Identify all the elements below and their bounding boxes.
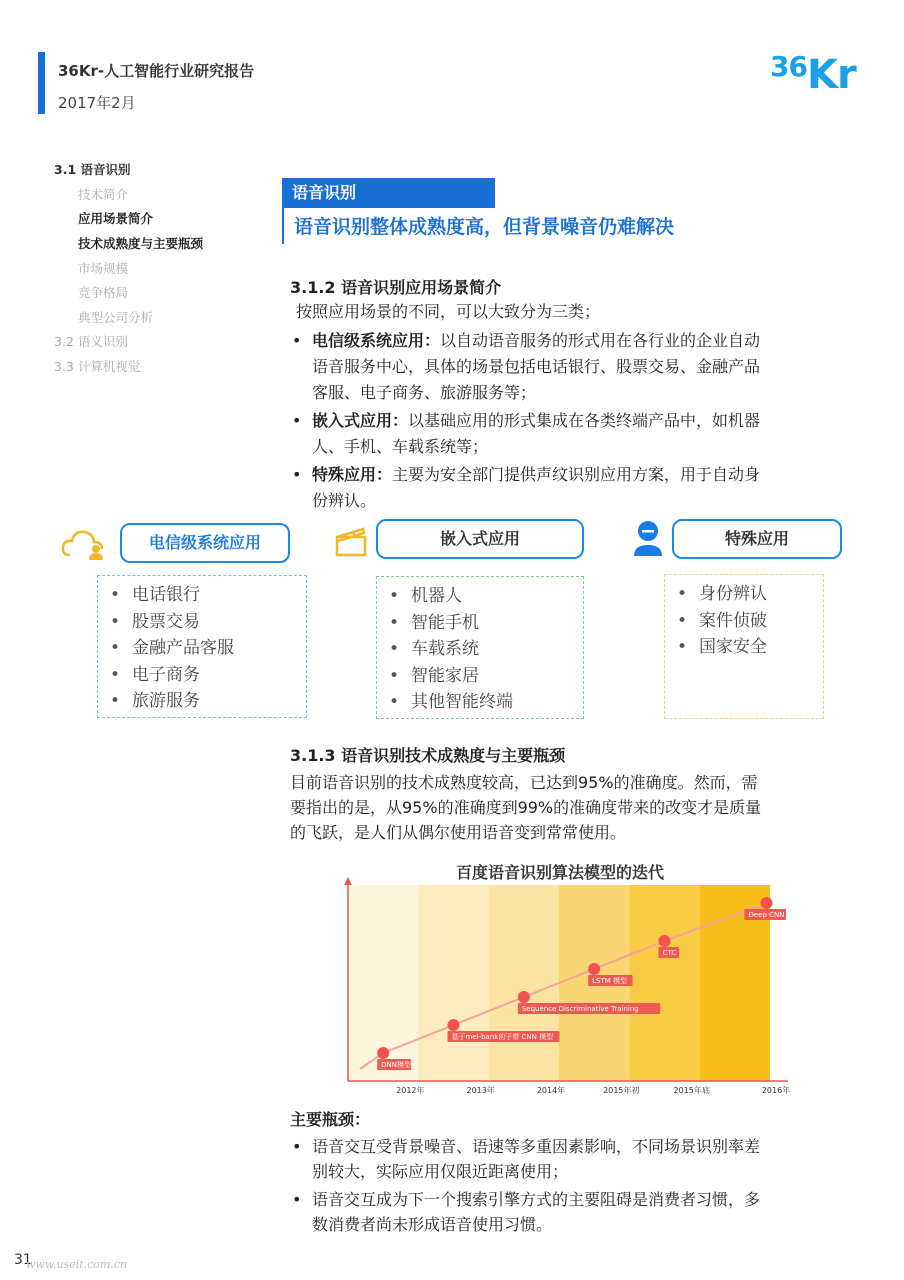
- list-item: • 案件侦破: [677, 608, 823, 635]
- point-label: CTC: [662, 949, 677, 957]
- list-item: • 电话银行: [110, 582, 306, 609]
- bullet-telecom-line2: 语音服务中心，具体的场景包括电话银行、股票交易、金融产品: [312, 357, 761, 376]
- data-point: [760, 897, 772, 909]
- list-item: • 机器人: [389, 583, 583, 610]
- report-title: 36Kr-人工智能行业研究报告: [58, 62, 255, 80]
- bottleneck-bullet-1-line2: 别较大，实际应用仅限近距离使用；: [312, 1162, 569, 1181]
- list-item: • 旅游服务: [110, 688, 306, 715]
- bullet-special: • 特殊应用：主要为安全部门提供声纹识别应用方案，用于自动身: [292, 465, 761, 484]
- x-tick-label: 2012年: [396, 1086, 425, 1095]
- bullet-special-line2: 份辨认。: [312, 491, 377, 510]
- maturity-line3: 的飞跃，是人们从偶尔使用语音变到常常使用。: [290, 823, 627, 842]
- bottleneck-bullet-2: • 语音交互成为下一个搜索引擎方式的主要阻碍是消费者习惯，多: [292, 1190, 761, 1209]
- toc-section-3-1[interactable]: 3.1 语音识别: [54, 162, 131, 177]
- category-telecom: 电信级系统应用: [120, 523, 290, 563]
- toc-item-maturity[interactable]: 技术成熟度与主要瓶颈: [78, 236, 204, 251]
- clapperboard-icon: [333, 523, 369, 559]
- list-item: • 国家安全: [677, 634, 823, 661]
- maturity-line1: 目前语音识别的技术成熟度较高，已达到95%的准确度。然而，需: [290, 773, 758, 792]
- toc-item-competition[interactable]: 竞争格局: [78, 285, 129, 300]
- toc-item-companies[interactable]: 典型公司分析: [78, 310, 154, 325]
- data-point: [518, 991, 530, 1003]
- x-tick-label: 2014年: [536, 1086, 566, 1095]
- x-tick-label: 2016年: [761, 1086, 790, 1095]
- data-point: [659, 935, 671, 947]
- category-special: 特殊应用: [672, 519, 842, 559]
- subsection-title-312: 3.1.2 语音识别应用场景简介: [290, 278, 502, 297]
- subsection-title-313: 3.1.3 语音识别技术成熟度与主要瓶颈: [290, 746, 566, 765]
- cloud-user-icon: [60, 525, 108, 561]
- scenario-intro: 按照应用场景的不同，可以大致分为三类；: [296, 302, 601, 321]
- data-point: [588, 963, 600, 975]
- bottleneck-title: 主要瓶颈：: [290, 1110, 371, 1129]
- bullet-embedded-line2: 人、手机、车载系统等；: [312, 437, 489, 456]
- period-band: [629, 885, 699, 1081]
- y-axis-arrow: [344, 877, 352, 885]
- list-item: • 股票交易: [110, 609, 306, 636]
- bottleneck-bullet-1: • 语音交互受背景噪音、语速等多重因素影响，不同场景识别率差: [292, 1137, 761, 1156]
- bullet-telecom-line3: 客服、电子商务、旅游服务等；: [312, 383, 537, 402]
- period-band: [489, 885, 559, 1081]
- list-item: • 智能家居: [389, 663, 583, 690]
- point-label: LSTM 模型: [592, 977, 628, 985]
- list-special: [664, 574, 824, 719]
- bullet-telecom: • 电信级系统应用：以自动语音服务的形式用在各行业的企业自动: [292, 331, 761, 350]
- toc-item-scenarios[interactable]: 应用场景简介: [78, 211, 154, 226]
- list-item: • 其他智能终端: [389, 689, 583, 716]
- list-item: • 车载系统: [389, 636, 583, 663]
- report-date: 2017年2月: [58, 94, 136, 112]
- list-item: • 金融产品客服: [110, 635, 306, 662]
- x-tick-label: 2013年: [466, 1086, 495, 1095]
- period-band: [418, 885, 488, 1081]
- 36kr-logo: $^{36}$Kr: [770, 50, 856, 98]
- data-point: [448, 1019, 460, 1031]
- point-label: 基于mel-bank的子带 CNN 模型: [451, 1033, 554, 1041]
- page-number: 31: [14, 1252, 32, 1268]
- watermark: www.useit.com.cn: [26, 1258, 128, 1271]
- section-accent-line: [282, 208, 284, 244]
- bottleneck-bullet-2-line2: 数消费者尚未形成语音使用习惯。: [312, 1215, 553, 1234]
- chart-title: 百度语音识别算法模型的迭代: [455, 863, 664, 882]
- x-tick-label: 2015年初: [603, 1086, 640, 1095]
- toc-item-market-size[interactable]: 市场规模: [78, 261, 129, 276]
- list-telecom: [97, 575, 307, 718]
- list-embedded: [376, 576, 584, 719]
- toc-section-3-2[interactable]: 3.2 语义识别: [54, 334, 128, 349]
- maturity-line2: 要指出的是，从95%的准确度到99%的准确度带来的改变才是质量: [290, 798, 762, 817]
- category-embedded: 嵌入式应用: [376, 519, 584, 559]
- toc-item-tech-intro[interactable]: 技术简介: [78, 187, 129, 202]
- header-accent-bar: [38, 52, 45, 114]
- x-tick-label: 2015年底: [673, 1086, 710, 1095]
- person-icon: [630, 518, 666, 558]
- bullet-embedded: • 嵌入式应用：以基础应用的形式集成在各类终端产品中，如机器: [292, 411, 761, 430]
- algorithm-iteration-chart: [330, 875, 790, 1100]
- section-label: 语音识别: [282, 178, 495, 208]
- list-item: • 智能手机: [389, 610, 583, 637]
- toc-section-3-3[interactable]: 3.3 计算机视觉: [54, 359, 141, 374]
- section-heading: 语音识别整体成熟度高，但背景噪音仍难解决: [294, 216, 675, 238]
- point-label: Deep CNN: [748, 911, 785, 919]
- point-label: DNN模型: [381, 1061, 412, 1069]
- point-label: Sequence Discriminative Training: [521, 1005, 639, 1013]
- data-point: [377, 1047, 389, 1059]
- list-item: • 电子商务: [110, 662, 306, 689]
- list-item: • 身份辨认: [677, 581, 823, 608]
